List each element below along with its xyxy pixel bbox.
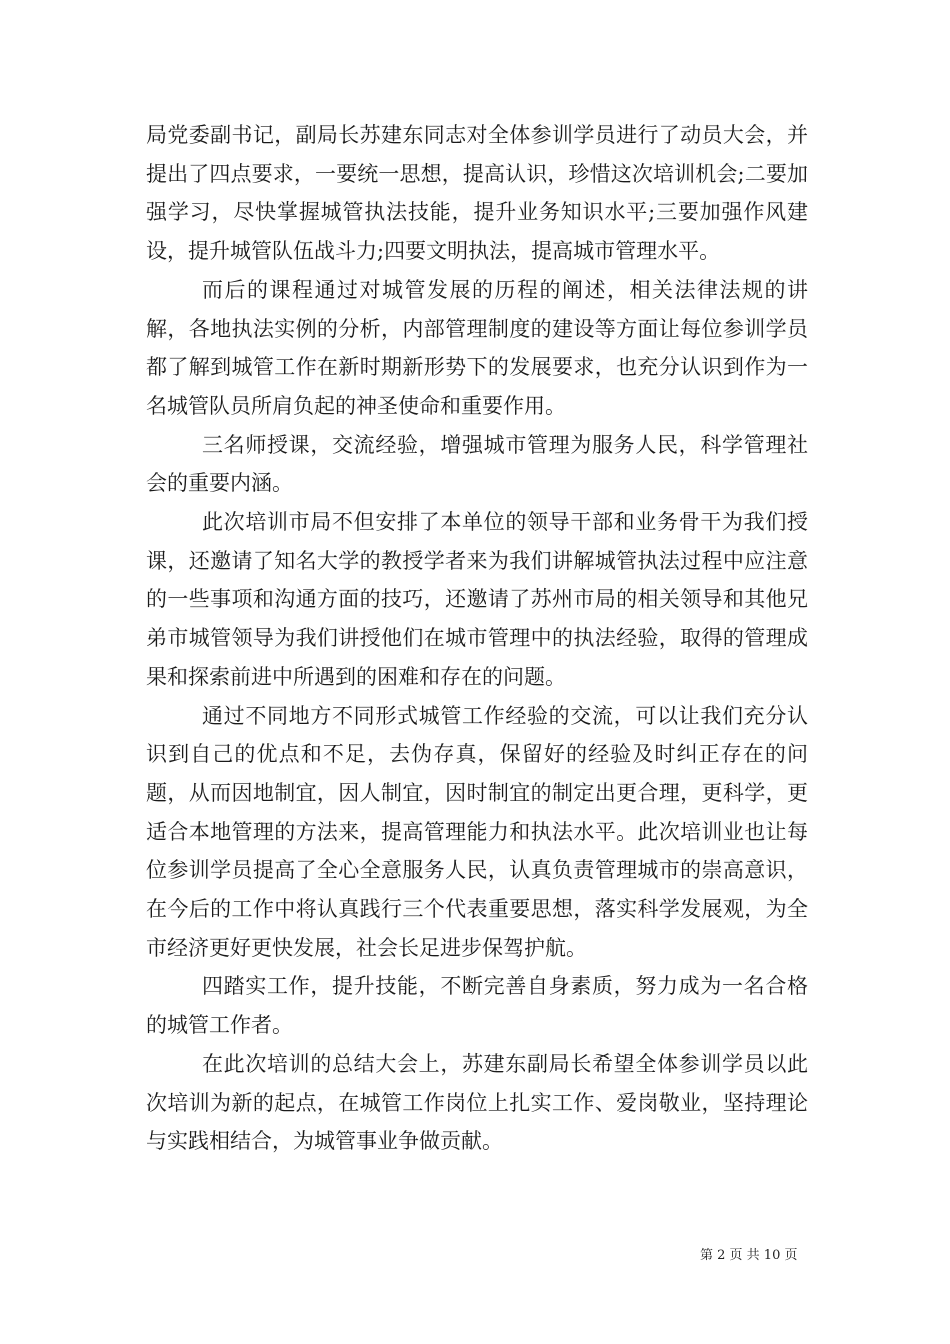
paragraph: 四踏实工作，提升技能，不断完善自身素质，努力成为一名合格的城管工作者。 — [146, 974, 808, 1038]
paragraph: 在此次培训的总结大会上，苏建东副局长希望全体参训学员以此次培训为新的起点，在城管工作岗位上扎实工作、爱岗敬业，坚持理论与实践相结合，为城管事业争做贡献。 — [146, 1051, 808, 1154]
paragraph: 三名师授课，交流经验，增强城市管理为服务人民，科学管理社会的重要内涵。 — [146, 432, 808, 496]
page-number-footer: 第 2 页 共 10 页 — [700, 1248, 798, 1263]
document-body — [146, 116, 808, 1161]
paragraph: 通过不同地方不同形式城管工作经验的交流，可以让我们充分认识到自己的优点和不足，去伪存真，保留好的经验及时纠正存在的问题，从而因地制宜，因人制宜，因时制宜的制定出更合理，更科学，更适合本地管理的方法来，提高管理能力和执法水平。此次培训业也让每位参训学员提高了全心全意服务人民，认真负责管理城市的崇高意识，在今后的工作中将认真践行三个代表重要思想，落实科学发展观，为全市经济更好更快发展，社会长足进步保驾护航。 — [146, 703, 808, 960]
paragraph-continuation: 局党委副书记，副局长苏建东同志对全体参训学员进行了动员大会，并提出了四点要求，一要统一思想，提高认识，珍惜这次培训机会;二要加强学习，尽快掌握城管执法技能，提升业务知识水平;三要加强作风建设，提升城管队伍战斗力;四要文明执法，提高城市管理水平。 — [146, 123, 808, 264]
paragraph: 此次培训市局不但安排了本单位的领导干部和业务骨干为我们授课，还邀请了知名大学的教授学者来为我们讲解城管执法过程中应注意的一些事项和沟通方面的技巧，还邀请了苏州市局的相关领导和其他兄弟市城管领导为我们讲授他们在城市管理中的执法经验，取得的管理成果和探索前进中所遇到的困难和存在的问题。 — [146, 510, 808, 689]
paragraph: 而后的课程通过对城管发展的历程的阐述，相关法律法规的讲解，各地执法实例的分析，内部管理制度的建设等方面让每位参训学员都了解到城管工作在新时期新形势下的发展要求，也充分认识到作为一名城管队员所肩负起的神圣使命和重要作用。 — [146, 277, 808, 418]
